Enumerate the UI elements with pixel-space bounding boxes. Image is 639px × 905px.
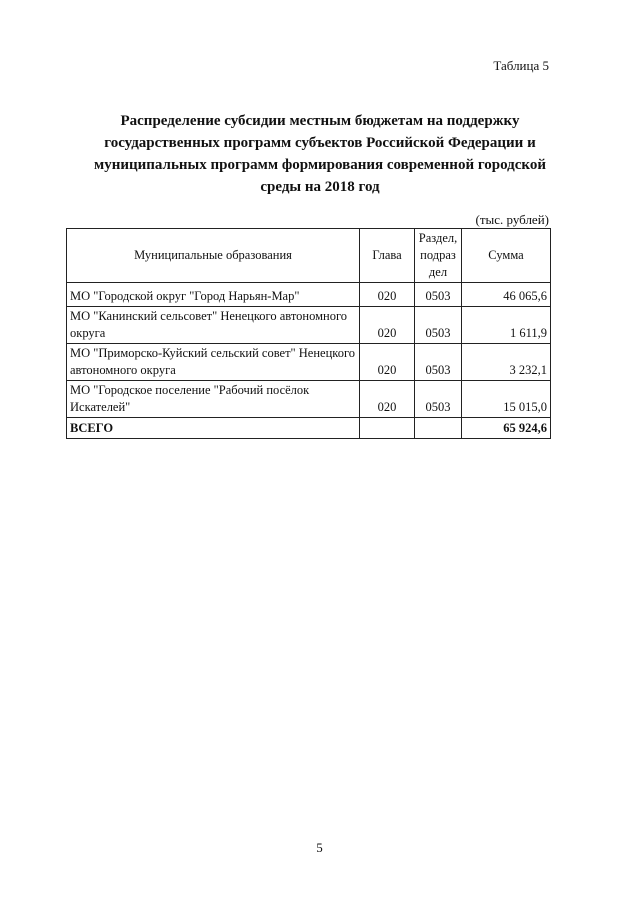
amount-cell: 46 065,6 [462,283,551,307]
section-cell: 0503 [415,381,462,418]
table-row [67,307,551,344]
table-row [67,344,551,381]
section-cell: 0503 [415,344,462,381]
municipality-cell: МО "Канинский сельсовет" Ненецкого автономного округа [67,307,360,344]
amount-cell: 15 015,0 [462,381,551,418]
title-line-3: муниципальных программ формирования современной городской [93,157,547,173]
document-title [70,110,570,198]
column-header-section: Раздел, подраз дел [415,229,462,283]
municipality-cell: МО "Приморско-Куйский сельский совет" Ненецкого автономного округа [67,344,360,381]
total-row [67,418,551,439]
chapter-cell: 020 [360,283,415,307]
column-header-municipality: Муниципальные образования [67,229,360,283]
section-cell: 0503 [415,283,462,307]
table-row [67,381,551,418]
total-section-cell [415,418,462,439]
subsidy-distribution-table [66,228,551,439]
chapter-cell: 020 [360,344,415,381]
total-chapter-cell [360,418,415,439]
table-number-label: Таблица 5 [493,58,549,73]
municipality-cell: МО "Городской округ "Город Нарьян-Мар" [67,283,360,307]
amount-cell: 1 611,9 [462,307,551,344]
municipality-cell: МО "Городское поселение "Рабочий посёлок Искателей" [67,381,360,418]
total-label-cell: ВСЕГО [67,418,360,439]
table-header-row [67,229,551,283]
table-row [67,283,551,307]
total-amount-cell: 65 924,6 [462,418,551,439]
title-line-4: среды на 2018 год [260,179,380,195]
unit-label: (тыс. рублей) [475,212,549,227]
title-line-2: государственных программ субъектов Российской Федерации и [104,135,536,151]
title-line-1: Распределение субсидии местным бюджетам на поддержку [120,113,520,129]
chapter-cell: 020 [360,307,415,344]
chapter-cell: 020 [360,381,415,418]
amount-cell: 3 232,1 [462,344,551,381]
column-header-amount: Сумма [462,229,551,283]
page-number: 5 [316,840,323,855]
column-header-chapter: Глава [360,229,415,283]
section-cell: 0503 [415,307,462,344]
